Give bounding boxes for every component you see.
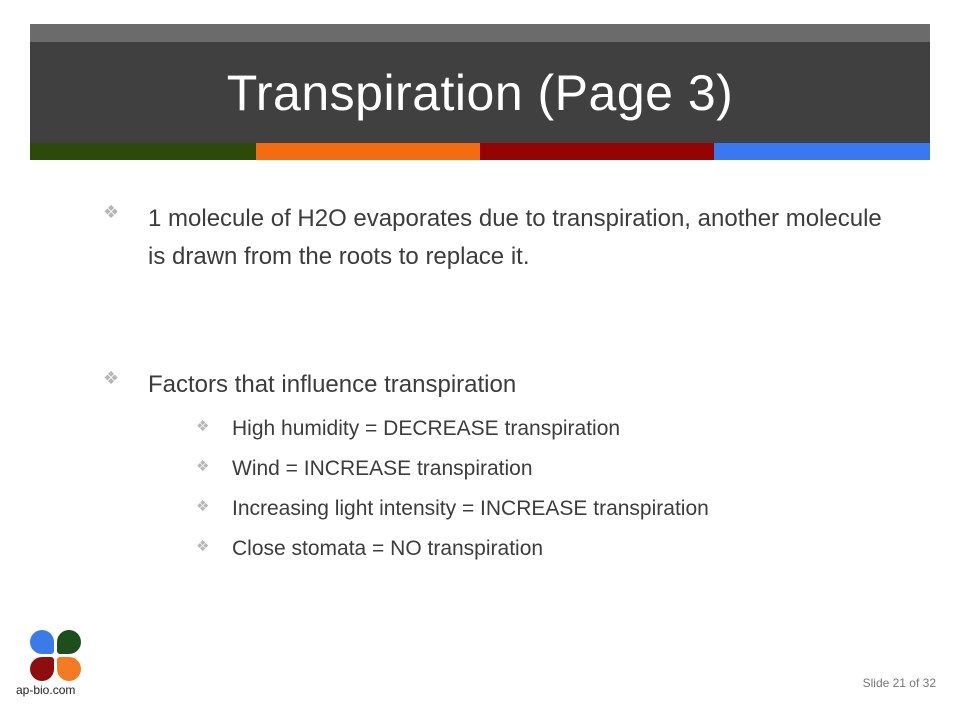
sub-bullet-item	[196, 454, 896, 484]
slide-title: Transpiration (Page 3)	[226, 64, 734, 121]
sub-bullet-item	[196, 494, 896, 524]
bullet-text: 1 molecule of H2O evaporates due to transpiration, another molecule is drawn from the roots to replace it.	[148, 205, 882, 270]
sub-bullet-text: Close stomata = NO transpiration	[232, 537, 544, 560]
logo-petal-orange	[57, 657, 81, 681]
logo-petal-blue	[30, 630, 54, 654]
ap-bio-logo[interactable]	[28, 628, 84, 684]
logo-petal-green	[57, 630, 81, 654]
bullet-item	[103, 366, 893, 404]
logo-text: ap-bio.com	[16, 683, 76, 697]
slide-number: Slide 21 of 32	[862, 676, 936, 690]
sub-bullet-item	[196, 414, 896, 444]
sub-bullet-text: Increasing light intensity = INCREASE transpiration	[232, 497, 709, 520]
logo-petal-red	[30, 657, 54, 681]
diamond-bullet-icon: ❖	[103, 202, 120, 223]
bullet-text: Factors that influence transpiration	[148, 371, 517, 398]
sub-bullet-text: Wind = INCREASE transpiration	[232, 457, 533, 480]
sub-bullet-text: High humidity = DECREASE transpiration	[232, 417, 621, 440]
sub-bullet-item	[196, 534, 896, 564]
bullet-item	[103, 200, 893, 276]
diamond-bullet-icon: ❖	[196, 497, 210, 515]
diamond-bullet-icon: ❖	[196, 457, 210, 475]
diamond-bullet-icon: ❖	[196, 417, 210, 435]
diamond-bullet-icon: ❖	[196, 537, 210, 555]
diamond-bullet-icon: ❖	[103, 368, 120, 389]
